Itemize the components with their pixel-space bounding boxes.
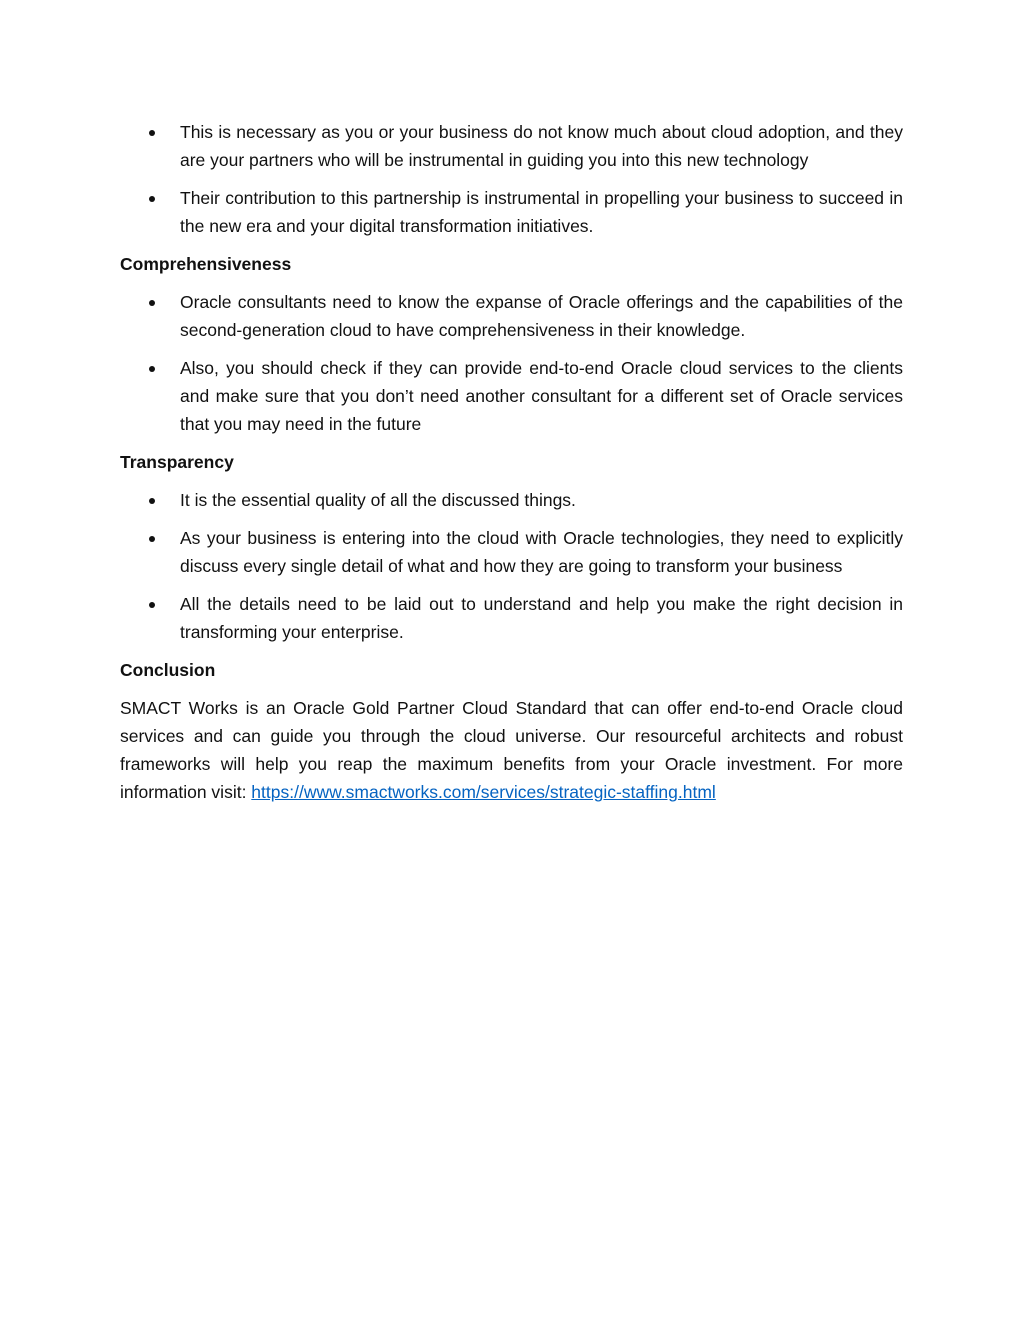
website-link[interactable]: https://www.smactworks.com/services/strategic-staffing.html bbox=[251, 782, 716, 802]
list-item-text: It is the essential quality of all the discussed things. bbox=[180, 490, 576, 510]
list-item bbox=[120, 184, 903, 240]
intro-bullet-list bbox=[120, 118, 903, 240]
conclusion-paragraph bbox=[120, 694, 903, 806]
list-item bbox=[120, 118, 903, 174]
transparency-bullet-list bbox=[120, 486, 903, 646]
list-item bbox=[120, 486, 903, 514]
section-heading-transparency: Transparency bbox=[120, 452, 234, 472]
list-item bbox=[120, 354, 903, 438]
list-item-text: This is necessary as you or your business do not know much about cloud adoption, and they are your partners who will be instrumental in guiding you into this new technology bbox=[180, 122, 903, 170]
document-body bbox=[120, 118, 903, 806]
list-item bbox=[120, 590, 903, 646]
section-heading-conclusion: Conclusion bbox=[120, 660, 216, 680]
list-item-text: As your business is entering into the cloud with Oracle technologies, they need to explicitly discuss every single detail of what and how they are going to transform your business bbox=[180, 528, 903, 576]
bullet-icon bbox=[149, 602, 155, 608]
list-item-text: Oracle consultants need to know the expanse of Oracle offerings and the capabilities of the second-generation cloud to have comprehensiveness in their knowledge. bbox=[180, 292, 903, 340]
conclusion-text: SMACT Works is an Oracle Gold Partner Cloud Standard that can offer end-to-end Oracle cloud services and can guide you through the cloud universe. Our resourceful architects and robust frameworks will help you reap the maximum benefits from your Oracle investment. For more information visit: bbox=[120, 698, 903, 802]
list-item bbox=[120, 288, 903, 344]
list-item-text: Also, you should check if they can provide end-to-end Oracle cloud services to the clients and make sure that you don’t need another consultant for a different set of Oracle services that you may need in the future bbox=[180, 358, 903, 434]
list-item bbox=[120, 524, 903, 580]
bullet-icon bbox=[149, 498, 155, 504]
comprehensiveness-bullet-list bbox=[120, 288, 903, 438]
list-item-text: Their contribution to this partnership is instrumental in propelling your business to succeed in the new era and your digital transformation initiatives. bbox=[180, 188, 903, 236]
bullet-icon bbox=[149, 536, 155, 542]
bullet-icon bbox=[149, 366, 155, 372]
section-heading-comprehensiveness: Comprehensiveness bbox=[120, 254, 292, 274]
bullet-icon bbox=[149, 196, 155, 202]
bullet-icon bbox=[149, 130, 155, 136]
list-item-text: All the details need to be laid out to understand and help you make the right decision in transforming your enterprise. bbox=[180, 594, 903, 642]
bullet-icon bbox=[149, 300, 155, 306]
